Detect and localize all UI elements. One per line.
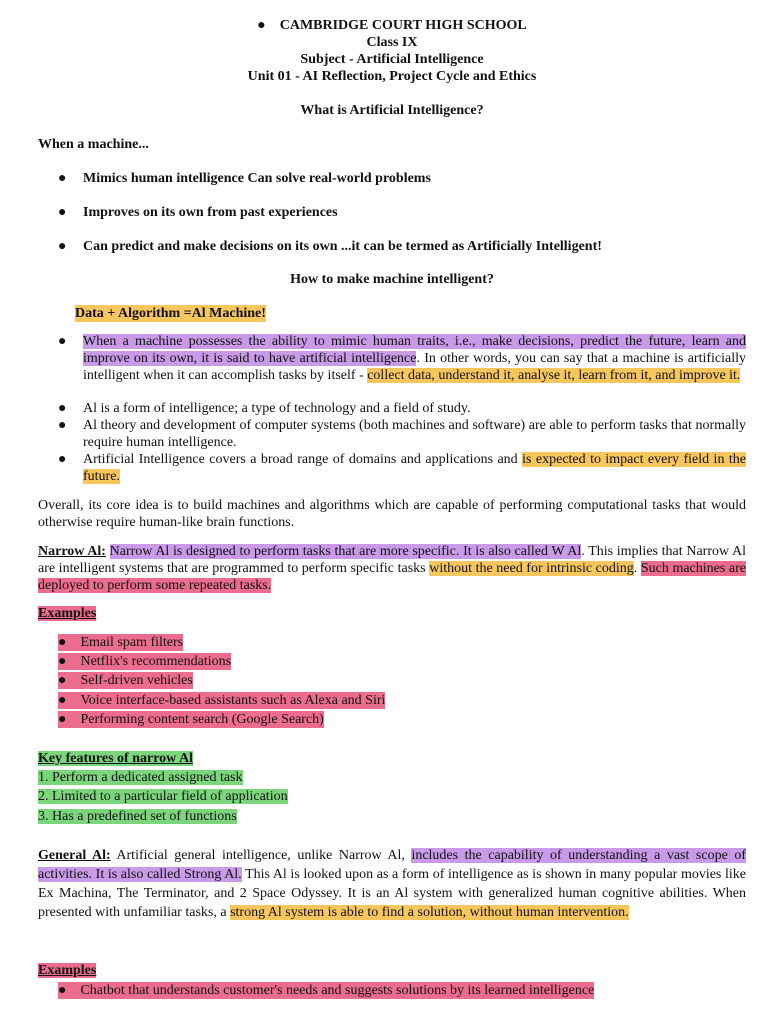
general-ai-paragraph: General Al: Artificial general intelligence, unlike Narrow Al, includes the capability of understanding a vast scope of activities. It is also called Strong Al. This Al is looked upon as a form of intelligence as is shown in many popular movies like Ex Machina, The Terminator, and 2 Space Odyssey. It is an Al system with generalized human cognitive abilities. When presented with unfamiliar tasks, a strong Al system is able to find a solution, without human intervention. bbox=[38, 848, 746, 920]
narrow-ai-paragraph: Narrow Al: Narrow Al is designed to perform tasks that are more specific. It is also called W Al. This implies that Narrow Al are intelligent systems that are programmed to perform specific tasks without the need for intrinsic coding. Such machines are deployed to perform some repeated tasks. bbox=[38, 544, 746, 593]
question-what-is-ai: What is Artificial Intelligence? bbox=[300, 103, 484, 118]
overall-paragraph: Overall, its core idea is to build machines and algorithms which are capable of performing computational tasks that would otherwise require human-like brain functions. bbox=[38, 498, 746, 530]
narrow-ai-label: Narrow Al: bbox=[38, 544, 106, 559]
bullet-icon: ● bbox=[58, 401, 67, 416]
document-header bbox=[38, 17, 746, 85]
bullet-icon: ● bbox=[58, 334, 67, 349]
bullet-icon: ● bbox=[58, 205, 67, 220]
school-name-line bbox=[38, 17, 746, 34]
bullet-glyph: ● bbox=[257, 18, 280, 33]
bullet-icon: ● bbox=[58, 983, 81, 998]
unit-line: Unit 01 - AI Reflection, Project Cycle and Ethics bbox=[247, 69, 537, 84]
question-how-to-make: How to make machine intelligent? bbox=[290, 272, 494, 287]
bullet-icon: ● bbox=[58, 452, 67, 467]
key-feature-item: 1. Perform a dedicated assigned task bbox=[38, 770, 243, 785]
bullet-icon: ● bbox=[58, 171, 67, 186]
bullet-icon: ● bbox=[58, 418, 67, 433]
school-name: CAMBRIDGE COURT HIGH SCHOOL bbox=[279, 18, 527, 33]
general-ai-label: General Al: bbox=[38, 848, 111, 863]
bullet-icon: ● bbox=[58, 693, 81, 708]
bullet-icon: ● bbox=[58, 712, 81, 727]
general-examples-heading: Examples bbox=[38, 963, 97, 978]
equation: Data + Algorithm =Al Machine! bbox=[75, 306, 266, 321]
bullet-icon: ● bbox=[58, 673, 81, 688]
bullet-icon: ● bbox=[58, 654, 81, 669]
subject-line: Subject - Artificial Intelligence bbox=[300, 52, 484, 67]
bullet-icon: ● bbox=[58, 635, 81, 650]
key-feature-item: 2. Limited to a particular field of application bbox=[38, 789, 288, 804]
class-line: Class IX bbox=[366, 35, 418, 50]
when-a-machine: When a machine... bbox=[38, 137, 149, 152]
bullet-icon: ● bbox=[58, 239, 67, 254]
examples-heading: Examples bbox=[38, 606, 97, 621]
key-feature-item: 3. Has a predefined set of functions bbox=[38, 809, 237, 824]
key-features-heading: Key features of narrow Al bbox=[38, 751, 194, 766]
